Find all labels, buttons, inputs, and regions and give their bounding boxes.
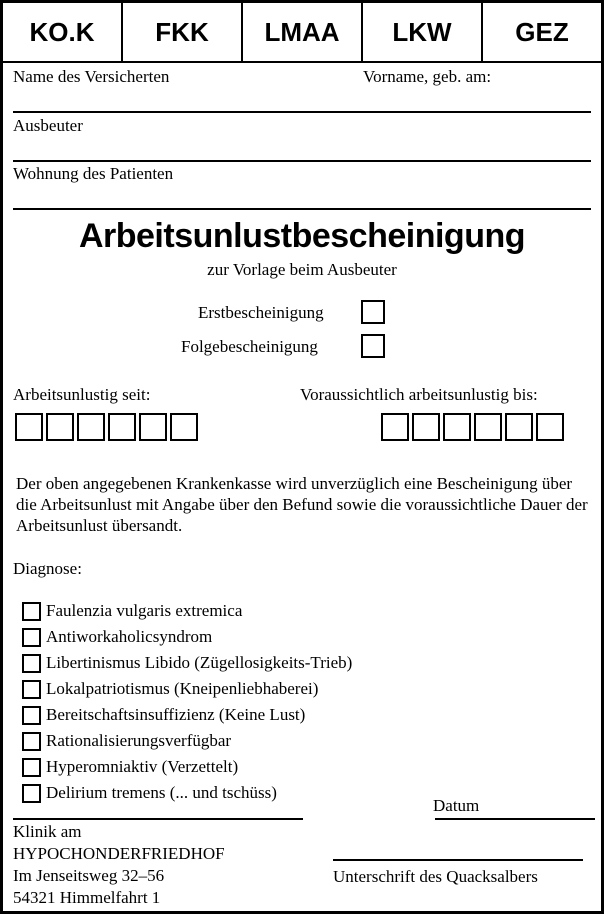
date-digit-box[interactable] bbox=[412, 413, 440, 441]
employer-label: Ausbeuter bbox=[13, 116, 83, 135]
clinic-address bbox=[13, 821, 225, 909]
clinic-line: Klinik am bbox=[13, 822, 82, 841]
first-certificate-checkbox[interactable] bbox=[361, 300, 385, 324]
insurance-cell: KO.K bbox=[3, 3, 123, 61]
followup-certificate-label: Folgebescheinigung bbox=[181, 337, 318, 356]
date-label: Datum bbox=[433, 796, 480, 815]
since-date-boxes bbox=[15, 413, 201, 441]
date-digit-box[interactable] bbox=[77, 413, 105, 441]
diagnosis-option-label: Rationalisierungsverfügbar bbox=[46, 731, 232, 750]
date-digit-box[interactable] bbox=[108, 413, 136, 441]
diagnosis-checkbox[interactable] bbox=[22, 732, 41, 751]
date-digit-box[interactable] bbox=[15, 413, 43, 441]
diagnosis-checkbox[interactable] bbox=[22, 654, 41, 673]
insurance-cell: LKW bbox=[363, 3, 483, 61]
employer-field-line[interactable] bbox=[13, 160, 591, 162]
diagnosis-option-label: Faulenzia vulgaris extremica bbox=[46, 601, 243, 620]
name-field-line[interactable] bbox=[13, 111, 591, 113]
since-label: Arbeitsunlustig seit: bbox=[13, 385, 151, 404]
firstname-label: Vorname, geb. am: bbox=[363, 67, 492, 86]
diagnosis-checkbox[interactable] bbox=[22, 784, 41, 803]
diagnosis-checkbox[interactable] bbox=[22, 758, 41, 777]
signature-label: Unterschrift des Quacksalbers bbox=[333, 867, 538, 886]
diagnosis-checkbox[interactable] bbox=[22, 706, 41, 725]
insurance-cell: FKK bbox=[123, 3, 243, 61]
diagnosis-checkbox[interactable] bbox=[22, 680, 41, 699]
insurance-cell: GEZ bbox=[515, 16, 569, 47]
date-field-line[interactable] bbox=[435, 818, 595, 820]
date-digit-box[interactable] bbox=[443, 413, 471, 441]
diagnosis-option[interactable] bbox=[22, 626, 212, 648]
followup-certificate-checkbox[interactable] bbox=[361, 334, 385, 358]
clinic-separator-line bbox=[13, 818, 303, 820]
diagnosis-option-label: Antiworkaholicsyndrom bbox=[46, 627, 213, 646]
date-digit-box[interactable] bbox=[381, 413, 409, 441]
diagnosis-option[interactable] bbox=[22, 782, 277, 804]
date-digit-box[interactable] bbox=[536, 413, 564, 441]
diagnosis-option[interactable] bbox=[22, 678, 318, 700]
insurance-cell: LMAA bbox=[243, 3, 363, 61]
insurance-header bbox=[3, 3, 601, 63]
date-digit-box[interactable] bbox=[170, 413, 198, 441]
diagnosis-option[interactable] bbox=[22, 652, 352, 674]
diagnosis-option-label: Bereitschaftsinsuffizienz (Keine Lust) bbox=[46, 705, 306, 724]
document-subtitle: zur Vorlage beim Ausbeuter bbox=[207, 260, 397, 279]
until-date-boxes bbox=[381, 413, 567, 441]
until-label: Voraussichtlich arbeitsunlustig bis: bbox=[300, 385, 538, 404]
diagnosis-option[interactable] bbox=[22, 730, 231, 752]
diagnosis-option[interactable] bbox=[22, 704, 305, 726]
diagnosis-option-label: Libertinismus Libido (Zügellosigkeits-Trieb) bbox=[46, 653, 353, 672]
clinic-line: HYPOCHONDERFRIEDHOF bbox=[13, 844, 225, 863]
diagnosis-option-label: Hyperomniaktiv (Verzettelt) bbox=[46, 757, 239, 776]
diagnosis-checkbox[interactable] bbox=[22, 602, 41, 621]
date-digit-box[interactable] bbox=[139, 413, 167, 441]
diagnosis-option-label: Delirium tremens (... und tschüss) bbox=[46, 783, 277, 802]
name-label: Name des Versicherten bbox=[13, 67, 170, 86]
first-certificate-label: Erstbescheinigung bbox=[198, 303, 324, 322]
diagnosis-checkbox[interactable] bbox=[22, 628, 41, 647]
document-title: Arbeitsunlustbescheinigung bbox=[78, 217, 526, 255]
diagnosis-option-label: Lokalpatriotismus (Kneipenliebhaberei) bbox=[46, 679, 319, 698]
date-digit-box[interactable] bbox=[505, 413, 533, 441]
notice-paragraph: Der oben angegebenen Krankenkasse wird unverzüglich eine Bescheinigung über die Arbeitsunlust mit Angabe über den Befund sowie die voraussichtliche Dauer der Arbeitsunlust übersandt. bbox=[16, 474, 588, 535]
date-digit-box[interactable] bbox=[46, 413, 74, 441]
diagnosis-option[interactable] bbox=[22, 756, 238, 778]
date-digit-box[interactable] bbox=[474, 413, 502, 441]
address-label: Wohnung des Patienten bbox=[13, 164, 174, 183]
diagnosis-label: Diagnose: bbox=[13, 559, 82, 578]
clinic-line: Im Jenseitsweg 32–56 bbox=[13, 866, 165, 885]
clinic-line: 54321 Himmelfahrt 1 bbox=[13, 888, 161, 907]
address-field-line[interactable] bbox=[13, 208, 591, 210]
signature-field-line[interactable] bbox=[333, 859, 583, 861]
diagnosis-option[interactable] bbox=[22, 600, 242, 622]
